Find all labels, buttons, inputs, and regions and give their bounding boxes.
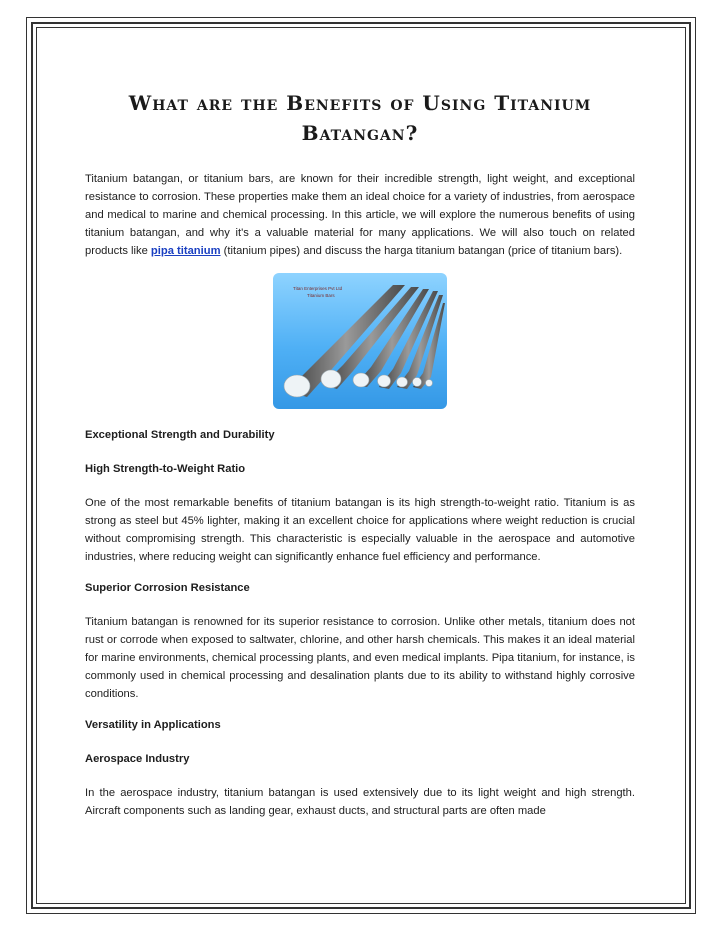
heading-versatility: Versatility in Applications [85,719,221,731]
heading-strength-durability: Exceptional Strength and Durability [85,429,275,441]
paragraph-aerospace: In the aerospace industry, titanium batangan is used extensively due to its light weight and high strength. Aircraft components such as landing gear, exhaust ducts, and structural parts are often made [85,787,635,817]
article [85,88,635,833]
intro-text-1: Titanium batangan, or titanium bars, are known for their incredible strength, light weight, and exceptional resistance to corrosion. These properties make them an ideal choice for a variety of industries, from aerospace and medical to marine and chemical processing. In this article, we will explore the numerous benefits of using titanium batangan, and why it's a valuable material for many applications. We will also touch on related products like [85,173,635,257]
paragraph-strength-weight: One of the most remarkable benefits of titanium batangan is its high strength-to-weight ratio. Titanium is as strong as steel but 45% lighter, making it an excellent choice for applications where weight reduction is crucial without compromising strength. This characteristic is especially valuable in the aerospace and automotive industries, where reducing weight can significantly enhance fuel efficiency and performance. [85,497,635,563]
titanium-bars-graphic [273,273,447,409]
heading-strength-weight: High Strength-to-Weight Ratio [85,463,246,475]
heading-aerospace: Aerospace Industry [85,753,190,765]
image-caption-product: Titanium Bars [307,293,335,298]
pipa-titanium-link[interactable]: pipa titanium [150,245,221,257]
titanium-bars-image [273,273,447,409]
article-title: What are the Benefits of Using Titanium Batangan? [128,91,592,145]
paragraph-corrosion: Titanium batangan is renowned for its superior resistance to corrosion. Unlike other metals, titanium does not rust or corrode when exposed to saltwater, chlorine, and other harsh chemicals. This makes it an ideal material for marine environments, chemical processing plants, and even medical implants. Pipa titanium, for instance, is commonly used in chemical processing and desalination plants due to its ability to withstand highly corrosive conditions. [85,616,635,700]
intro-text-2: (titanium pipes) and discuss the harga titanium batangan (price of titanium bars). [220,245,623,257]
image-caption-company: Titan Enterprises Pvt Ltd [293,286,343,291]
heading-corrosion: Superior Corrosion Resistance [85,582,250,594]
intro-paragraph [85,170,635,260]
